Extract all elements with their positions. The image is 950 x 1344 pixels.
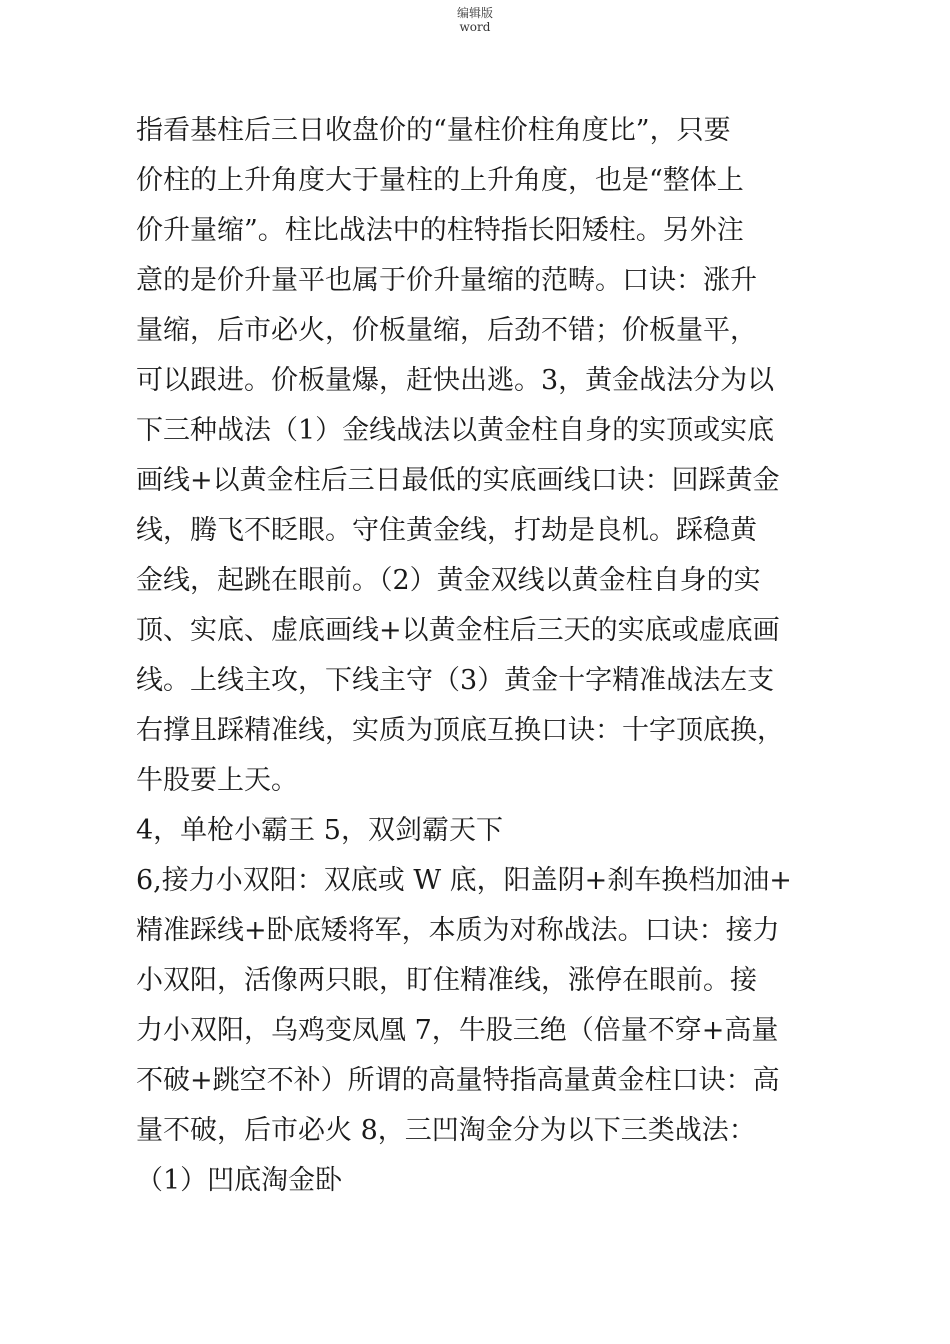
text-line: 线，腾飞不眨眼。守住黄金线，打劫是良机。踩稳黄 xyxy=(136,515,757,546)
text-line: 小双阳，活像两只眼，盯住精准线，涨停在眼前。接 xyxy=(136,965,757,996)
header-sublabel: word xyxy=(459,20,491,34)
text-line: 画线+以黄金柱后三日最低的实底画线口诀：回踩黄金 xyxy=(136,465,780,496)
text-line: 不破+跳空不补）所谓的高量特指高量黄金柱口诀：高 xyxy=(136,1065,780,1096)
text-line: 指看基柱后三日收盘价的“量柱价柱角度比”，只要 xyxy=(136,115,731,146)
text-line: 4，单枪小霸王 5，双剑霸天下 xyxy=(136,815,503,846)
text-line: 线。上线主攻，下线主守（3）黄金十字精准战法左支 xyxy=(136,665,775,696)
text-line: 下三种战法（1）金线战法以黄金柱自身的实顶或实底 xyxy=(136,415,775,446)
text-line: 牛股要上天。 xyxy=(136,765,298,796)
text-line: 力小双阳，乌鸡变凤凰 7，牛股三绝（倍量不穿+高量 xyxy=(136,1015,779,1046)
text-line: （1）凹底淘金卧 xyxy=(136,1165,343,1196)
text-line: 价升量缩”。柱比战法中的柱特指长阳矮柱。另外注 xyxy=(136,215,744,246)
text-line: 可以跟进。价板量爆，赶快出逃。3，黄金战法分为以 xyxy=(136,365,775,396)
text-line: 顶、实底、虚底画线+以黄金柱后三天的实底或虚底画 xyxy=(136,615,780,646)
document-body xyxy=(136,106,836,1206)
text-line: 右撑且踩精准线，实质为顶底互换口诀：十字顶底换， xyxy=(136,715,784,746)
text-line: 量缩，后市必火，价板量缩，后劲不错；价板量平， xyxy=(136,315,757,346)
text-line: 金线，起跳在眼前。（2）黄金双线以黄金柱自身的实 xyxy=(136,565,761,596)
header-label: 编辑版 xyxy=(456,6,493,20)
text-line: 意的是价升量平也属于价升量缩的范畴。口诀：涨升 xyxy=(136,265,757,296)
text-line: 量不破，后市必火 8，三凹淘金分为以下三类战法： xyxy=(136,1115,756,1146)
page-header xyxy=(0,6,950,34)
text-line: 价柱的上升角度大于量柱的上升角度，也是“整体上 xyxy=(136,165,744,196)
text-line: 6,接力小双阳：双底或 W 底，阳盖阴+刹车换档加油+ xyxy=(136,865,792,896)
text-line: 精准踩线+卧底矮将军，本质为对称战法。口诀：接力 xyxy=(136,915,780,946)
